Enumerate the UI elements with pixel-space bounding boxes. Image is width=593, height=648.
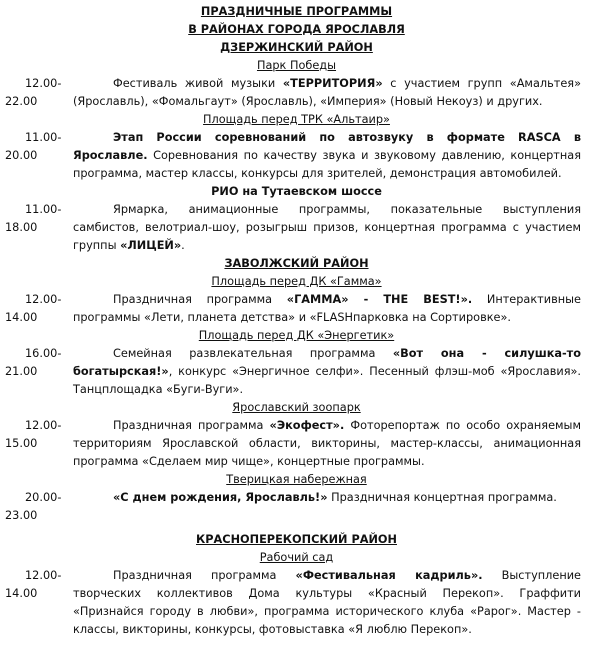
- event-time: 11.00- 18.00: [5, 203, 62, 234]
- venue-rabochiy-sad: Рабочий сад: [259, 551, 334, 564]
- event-description: Семейная развлекательная программа «Вот она - силушка-то богатырская!», конкурс «Энергичное селфи». Песенный флэш-моб «Ярославия». Танцплощадка «Буги-Вуги».: [73, 347, 581, 396]
- event-time: 12.00- 15.00: [5, 419, 62, 450]
- event-altair: [0, 129, 593, 183]
- venue-zoo: Ярославский зоопарк: [232, 401, 361, 414]
- event-park-pobedy: [0, 75, 593, 111]
- venue-altair: Площадь перед ТРК «Альтаир»: [203, 113, 390, 126]
- district-krasnoperekopsky: КРАСНОПЕРЕКОПСКИЙ РАЙОН: [196, 533, 397, 546]
- event-energetik: [0, 345, 593, 399]
- venue-energetik: Площадь перед ДК «Энергетик»: [198, 329, 395, 342]
- venue-gamma: Площадь перед ДК «Гамма»: [211, 275, 382, 288]
- event-description: «С днем рождения, Ярославль!» Праздничная концертная программа.: [113, 491, 557, 504]
- event-tveritsy: [0, 489, 593, 525]
- event-time: 16.00- 21.00: [5, 347, 62, 378]
- event-time: 12.00- 22.00: [5, 77, 62, 108]
- event-time: 12.00- 14.00: [5, 293, 62, 324]
- event-rabochiy-sad: [0, 567, 593, 639]
- event-rio: [0, 201, 593, 255]
- venue-rio: РИО на Тутаевском шоссе: [211, 185, 382, 198]
- title-line-1: ПРАЗДНИЧНЫЕ ПРОГРАММЫ: [200, 5, 393, 18]
- event-description: Праздничная программа «ГАММА» - THE BEST!». Интерактивные программы «Лети, планета детства» и «FLASHпарковка на Сортировке».: [73, 293, 581, 324]
- event-description: Ярмарка, анимационные программы, показательные выступления самбистов, велотриал-шоу, розыгрыш призов, концертная программа с участием группы «ЛИЦЕЙ».: [73, 203, 581, 252]
- event-description: Фестиваль живой музыки «ТЕРРИТОРИЯ» с участием групп «Амальтея» (Ярославль), «Фомальгаут» (Ярославль), «Империя» (Новый Некоуз) и других.: [73, 77, 581, 108]
- event-time: 12.00- 14.00: [5, 569, 62, 600]
- title-line-2: В РАЙОНАХ ГОРОДА ЯРОСЛАВЛЯ: [188, 23, 405, 36]
- venue-park-pobedy: Парк Победы: [256, 59, 337, 72]
- district-zavolzhsky: ЗАВОЛЖСКИЙ РАЙОН: [224, 257, 369, 270]
- event-description: Праздничная программа «Экофест». Фоторепортаж по особо охраняемым территориям Ярославской области, викторины, мастер-классы, анимационная программа «Сделаем мир чище», концертные программы.: [73, 419, 581, 468]
- event-gamma: [0, 291, 593, 327]
- event-time: 20.00- 23.00: [5, 491, 62, 522]
- event-time: 11.00- 20.00: [5, 131, 62, 162]
- event-zoo: [0, 417, 593, 471]
- event-description: Этап России соревнований по автозвуку в формате RASCA в Ярославле. Соревнования по качеству звука и звуковому давлению, концертная программа, мастер классы, конкурсы для зрителей, демонстрация автомобилей.: [73, 131, 581, 180]
- district-dzerzhinsky: ДЗЕРЖИНСКИЙ РАЙОН: [220, 41, 373, 54]
- event-description: Праздничная программа «Фестивальная кадриль». Выступление творческих коллективов Дома культуры «Красный Перекоп». Граффити «Признайся городу в любви», программа исторического клуба «Рарог». Мастер - классы, викторины, конкурсы, фотовыставка «Я люблю Перекоп».: [73, 569, 581, 636]
- venue-tveritsy: Тверицкая набережная: [226, 473, 367, 486]
